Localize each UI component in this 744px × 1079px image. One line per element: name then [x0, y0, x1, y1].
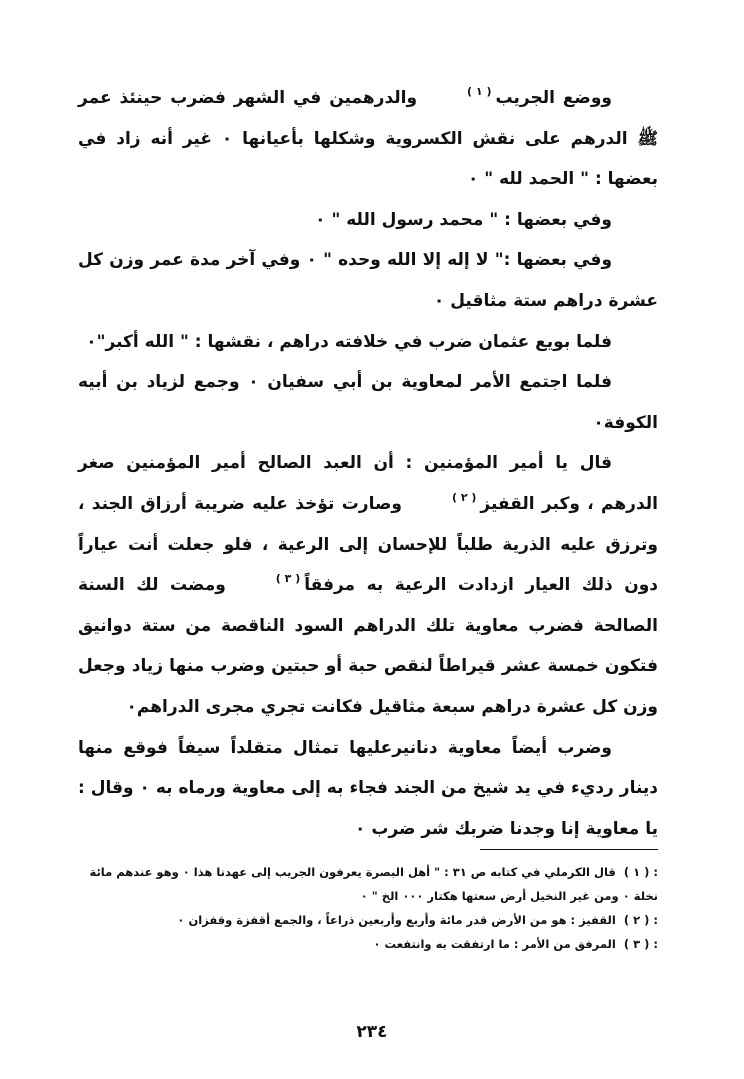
paragraph-6-part-b: وصارت تؤخذ عليه ضريبة أرزاق الجند ، وترزق عليه الذرية طلباً للإحسان إلى الرعية ، فلو جعلت أنت عياراً دون ذلك العيار ازدادت الرعية به مرفقاً	[78, 493, 658, 596]
footnote-marker: ( ٢ ) :	[623, 913, 658, 927]
footnote-text: المرفق من الأمر : ما ارتفقت به وانتفعت ٠	[373, 937, 616, 951]
main-text	[78, 78, 658, 849]
paragraph-5: فلما اجتمع الأمر لمعاوية بن أبي سفيان ٠ وجمع لزياد بن أبيه الكوفة٠	[78, 372, 658, 433]
paragraph-6	[78, 443, 658, 727]
footnote-text: القفيز : هو من الأرض قدر مائة وأربع وأربعين ذراعاً ، والجمع أقفزة وقفزان ٠	[177, 913, 616, 927]
footnote-ref-3: ( ٣ )	[275, 572, 301, 586]
paragraph-6-part-a: قال يا أمير المؤمنين : أن العبد الصالح أمير المؤمنين صغر الدرهم ، وكبر القفيز	[78, 453, 658, 514]
footnote-1	[78, 860, 658, 908]
paragraph-4: فلما بويع عثمان ضرب في خلافته دراهم ، نقشها : " الله أكبر"٠	[86, 331, 612, 352]
footnote-2	[78, 908, 658, 932]
footnote-separator	[480, 849, 658, 850]
footnote-marker: ( ٣ ) :	[623, 937, 658, 951]
paragraph-6-part-c: ومضت لك السنة الصالحة فضرب معاوية تلك الدراهم السود الناقصة من ستة دوانيق فتكون خمسة عشر قيراطاً لنقص حبة أو حبتين وضرب منها زياد وجعل وزن كل عشرة دراهم سبعة مثاقيل فكانت تجري مجرى الدراهم٠	[78, 575, 658, 717]
paragraph-1-part-a: ووضع الجريب	[495, 88, 612, 108]
paragraph-1	[78, 78, 658, 200]
paragraph-1-part-b: والدرهمين في الشهر فضرب حينئذ عمر ﷺ الدرهم على نقش الكسروية وشكلها بأعيانها ٠ غير أنه زاد في بعضها : " الحمد لله " ٠	[78, 88, 658, 190]
page-number: ٢٣٤	[356, 1022, 388, 1042]
footnotes	[78, 860, 658, 956]
footnote-marker: ( ١ ) :	[623, 865, 658, 879]
paragraph-2: وفي بعضها : " محمد رسول الله " ٠	[315, 209, 612, 230]
paragraph-7: وضرب أيضاً معاوية دنانيرعليها تمثال متقلداً سيفاً فوقع منها دينار رديء في يد شيخ من الجند فجاء به إلى معاوية ورماه به ٠ وقال : يا معاوية إنا وجدنا ضربك شر ضرب ٠	[78, 737, 659, 839]
footnote-text: قال الكرملي في كتابه ص ٣١ : " أهل البصرة يعرفون الجريب إلى عهدنا هذا ٠ وهو عندهم مائة نخلة ٠ ومن غير النخيل أرض سعتها هكتار ٠٠٠ الخ " ٠	[89, 865, 658, 903]
footnote-3	[78, 932, 658, 956]
paragraph-3: وفي بعضها :" لا إله إلا الله وحده " ٠ وفي آخر مدة عمر وزن كل عشرة دراهم ستة مثاقيل ٠	[78, 250, 658, 311]
footnote-ref-2: ( ٢ )	[451, 490, 477, 504]
footnote-ref-1: ( ١ )	[467, 85, 492, 98]
